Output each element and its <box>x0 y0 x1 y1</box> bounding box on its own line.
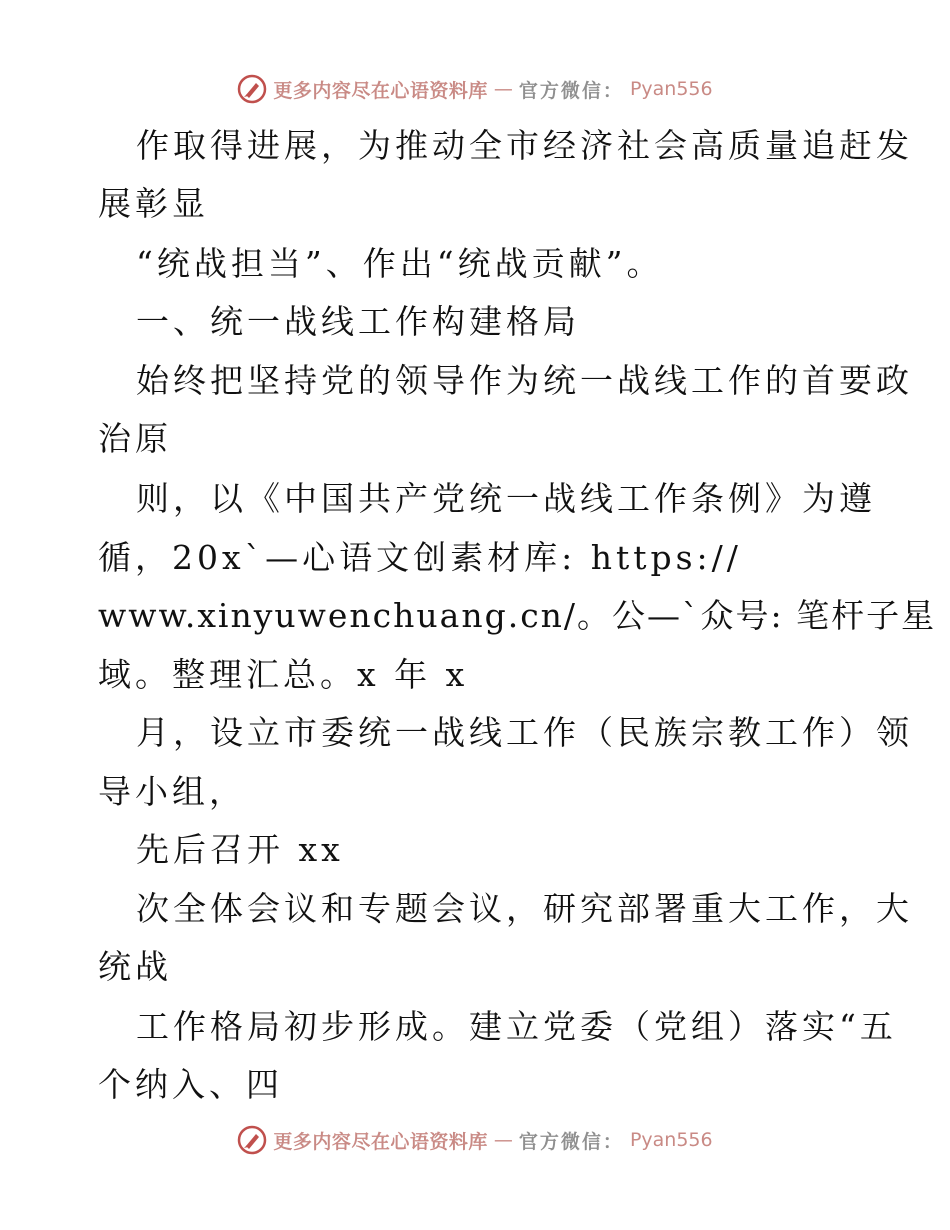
text-line: 循，20x`—心语文创素材库: https:// <box>98 538 742 577</box>
text-line: 治原 <box>98 419 172 458</box>
header-watermark <box>0 72 950 106</box>
text-line: 先后召开 xx <box>136 830 344 869</box>
watermark-id: Pyan556 <box>629 1129 713 1151</box>
pen-nib-logo-icon <box>237 74 267 104</box>
text-line: 作取得进展，为推动全市经济社会高质量追赶发 <box>136 126 913 165</box>
pen-nib-logo-icon <box>237 1125 267 1155</box>
text-line: 统战 <box>98 947 172 986</box>
text-line: www.xinyuwenchuang.cn/。公—`众号: 笔杆子星 <box>98 596 937 635</box>
text-line: 始终把坚持党的领导作为统一战线工作的首要政 <box>136 361 913 400</box>
footer-watermark <box>0 1123 950 1157</box>
text-line: 域。整理汇总。x 年 x <box>98 655 469 694</box>
text-line: 月，设立市委统一战线工作（民族宗教工作）领 <box>136 713 913 752</box>
text-line: 导小组， <box>98 772 246 811</box>
text-line: 个纳入、四 <box>98 1065 283 1104</box>
text-line: 则，以《中国共产党统一战线工作条例》为遵 <box>136 479 876 518</box>
watermark-dash: — <box>493 78 513 100</box>
watermark-site-text: 更多内容尽在心语资料库 <box>273 1130 488 1153</box>
watermark-id: Pyan556 <box>629 78 713 100</box>
text-line: “统战担当”、作出“统战贡献”。 <box>136 244 664 283</box>
text-line: 次全体会议和专题会议，研究部署重大工作，大 <box>136 889 913 928</box>
text-line: 工作格局初步形成。建立党委（党组）落实“五 <box>136 1007 897 1046</box>
watermark-site-text: 更多内容尽在心语资料库 <box>273 79 488 102</box>
watermark-label: 官方微信： <box>518 1130 624 1153</box>
text-line: 一、统一战线工作构建格局 <box>136 302 580 341</box>
watermark-dash: — <box>493 1129 513 1151</box>
watermark-label: 官方微信： <box>518 79 624 102</box>
text-line: 展彰显 <box>98 184 209 223</box>
